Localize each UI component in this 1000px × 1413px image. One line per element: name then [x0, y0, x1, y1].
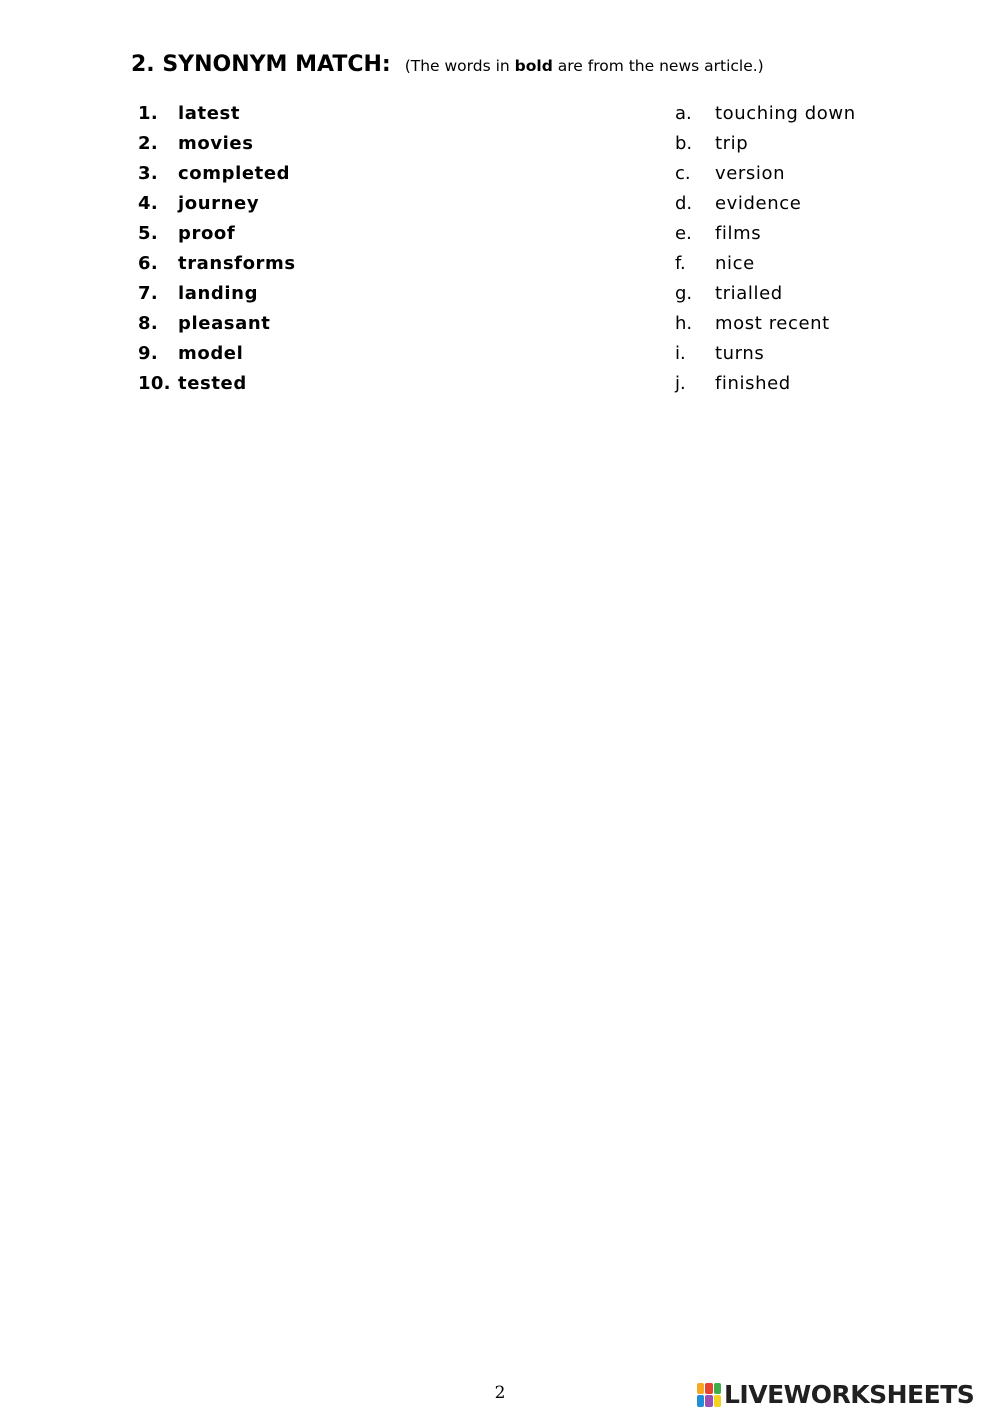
word-item-10 — [138, 368, 558, 398]
synonym-item-a — [675, 98, 975, 128]
synonym-text: evidence — [715, 192, 802, 214]
word-item-7 — [138, 278, 558, 308]
synonym-text: most recent — [715, 312, 830, 334]
word-item-6 — [138, 248, 558, 278]
synonym-item-h — [675, 308, 975, 338]
synonym-item-e — [675, 218, 975, 248]
liveworksheets-logo-icon — [697, 1383, 721, 1407]
liveworksheets-logo — [697, 1380, 974, 1409]
synonym-letter: a. — [675, 102, 692, 124]
synonym-item-f — [675, 248, 975, 278]
synonym-text: version — [715, 162, 786, 184]
word-number: 6. — [138, 252, 158, 274]
word-text: completed — [178, 162, 291, 184]
synonym-letter: c. — [675, 162, 691, 184]
word-list — [138, 98, 558, 398]
word-text: transforms — [178, 252, 296, 274]
synonym-text: trip — [715, 132, 749, 154]
page-number: 2 — [494, 1383, 506, 1403]
word-text: proof — [178, 222, 236, 244]
word-number: 8. — [138, 312, 158, 334]
word-item-8 — [138, 308, 558, 338]
synonym-text: films — [715, 222, 762, 244]
word-text: model — [178, 342, 244, 364]
synonym-text: nice — [715, 252, 755, 274]
synonym-item-b — [675, 128, 975, 158]
instruction-bold-word: bold — [514, 57, 553, 75]
exercise-title: 2. SYNONYM MATCH: — [131, 52, 391, 77]
word-number: 4. — [138, 192, 158, 214]
logo-square — [714, 1395, 721, 1407]
word-text: latest — [178, 102, 241, 124]
instruction-text-end: are from the news article.) — [552, 57, 764, 75]
word-text: movies — [178, 132, 254, 154]
word-text: landing — [178, 282, 259, 304]
synonym-letter: j. — [675, 372, 686, 394]
synonym-letter: b. — [675, 132, 693, 154]
word-item-2 — [138, 128, 558, 158]
logo-text: LIVEWORKSHEETS — [724, 1380, 975, 1409]
exercise-heading — [131, 52, 764, 77]
synonym-item-i — [675, 338, 975, 368]
synonym-letter: e. — [675, 222, 692, 244]
synonym-text: touching down — [715, 102, 856, 124]
synonym-list — [675, 98, 975, 398]
word-item-5 — [138, 218, 558, 248]
synonym-letter: g. — [675, 282, 693, 304]
word-number: 5. — [138, 222, 158, 244]
synonym-item-c — [675, 158, 975, 188]
synonym-text: turns — [715, 342, 765, 364]
word-text: pleasant — [178, 312, 271, 334]
synonym-text: finished — [715, 372, 791, 394]
synonym-letter: i. — [675, 342, 686, 364]
logo-square — [697, 1383, 704, 1395]
synonym-item-d — [675, 188, 975, 218]
logo-square — [697, 1395, 704, 1407]
word-number: 1. — [138, 102, 158, 124]
synonym-text: trialled — [715, 282, 783, 304]
word-number: 7. — [138, 282, 158, 304]
synonym-letter: f. — [675, 252, 686, 274]
synonym-item-g — [675, 278, 975, 308]
word-number: 10. — [138, 372, 171, 394]
word-number: 2. — [138, 132, 158, 154]
word-number: 3. — [138, 162, 158, 184]
logo-square — [714, 1383, 721, 1395]
synonym-item-j — [675, 368, 975, 398]
word-item-9 — [138, 338, 558, 368]
logo-square — [705, 1383, 712, 1395]
word-text: journey — [178, 192, 260, 214]
word-text: tested — [178, 372, 247, 394]
synonym-letter: h. — [675, 312, 693, 334]
word-item-4 — [138, 188, 558, 218]
instruction-text-start: (The words in — [404, 57, 515, 75]
word-number: 9. — [138, 342, 158, 364]
exercise-instruction — [405, 57, 764, 75]
word-item-3 — [138, 158, 558, 188]
logo-square — [705, 1395, 712, 1407]
synonym-letter: d. — [675, 192, 693, 214]
word-item-1 — [138, 98, 558, 128]
